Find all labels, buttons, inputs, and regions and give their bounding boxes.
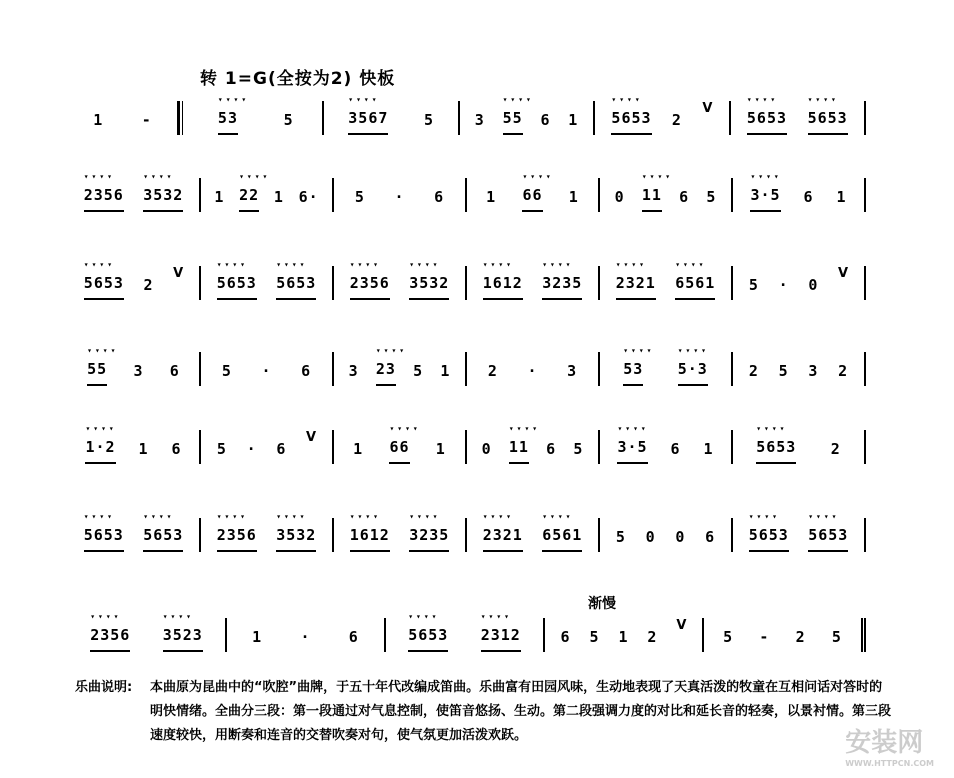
note: 5 [283, 111, 294, 129]
note: ▾▾▾▾ 66 [522, 186, 542, 212]
note: 1 [93, 111, 104, 129]
note: ▾▾▾▾ 5653 [749, 526, 789, 552]
measure [595, 101, 730, 135]
measure [68, 518, 201, 552]
measure [467, 352, 600, 386]
note: 0 [481, 440, 492, 458]
note: 6 [169, 362, 180, 380]
note: · [246, 440, 257, 458]
note: ▾▾▾▾ 5653 [143, 526, 183, 552]
note: 2 [830, 440, 841, 458]
note: ▾▾▾▾ 2312 [481, 626, 521, 652]
note: - [759, 628, 770, 646]
note: 6· [298, 188, 319, 206]
note: ▾▾▾▾ 3532 [276, 526, 316, 552]
note: 3 [474, 111, 485, 129]
score-line [68, 424, 866, 464]
note: ▾▾▾▾ 3235 [542, 274, 582, 300]
note: · [261, 362, 272, 380]
score-line [68, 512, 866, 552]
note: ▾▾▾▾ 3·5 [750, 186, 780, 212]
measure [334, 430, 467, 464]
note: ▾▾▾▾ 3532 [409, 274, 449, 300]
note: 2 [487, 362, 498, 380]
note: ▾▾▾▾ 5653 [408, 626, 448, 652]
measure [733, 266, 866, 300]
measure [460, 101, 595, 135]
note: 6 [546, 440, 557, 458]
note: 5 [424, 111, 435, 129]
note: 5 [778, 362, 789, 380]
note: ▾▾▾▾ 5653 [611, 109, 651, 135]
note: 5 [831, 628, 842, 646]
note: 6 [171, 440, 182, 458]
note: ▾▾▾▾ 6561 [542, 526, 582, 552]
score-line [68, 612, 866, 652]
key-tempo-marking: 转 1=G(全按为2) 快板 [200, 69, 396, 89]
note: 3 [808, 362, 819, 380]
note: ▾▾▾▾ 2356 [217, 526, 257, 552]
note: 1 [568, 111, 579, 129]
measure [733, 518, 866, 552]
note: 6 [670, 440, 681, 458]
note: 6 [803, 188, 814, 206]
note: ▾▾▾▾ 3235 [409, 526, 449, 552]
note: 2 [647, 628, 658, 646]
note: 3 [133, 362, 144, 380]
measure [600, 430, 733, 464]
note: ▾▾▾▾ 22 [239, 186, 259, 212]
note: ▾▾▾▾ 3·5 [617, 438, 647, 464]
measure [600, 352, 733, 386]
note: ▾▾▾▾ 3523 [163, 626, 203, 652]
measure [189, 101, 324, 135]
measure [386, 618, 545, 652]
measure [68, 618, 227, 652]
note: · [300, 628, 311, 646]
note: ▾▾▾▾ 1·2 [85, 438, 115, 464]
note: ▾▾▾▾ 3567 [348, 109, 388, 135]
note: 1 [568, 188, 579, 206]
note: 5 [413, 362, 424, 380]
note: 0 [808, 276, 819, 294]
note: 5 [589, 628, 600, 646]
note: ▾▾▾▾ 5653 [276, 274, 316, 300]
measure [68, 352, 201, 386]
note: 5 [216, 440, 227, 458]
measure [334, 352, 467, 386]
ritardando-mark: 渐慢 [588, 596, 616, 612]
note: 1 [703, 440, 714, 458]
description-text: 本曲原为昆曲中的“吹腔”曲牌，于五十年代改编成笛曲。乐曲富有田园风味，生动地表现了天真活泼的牧童在互相问话对答时的明快情绪。全曲分三段：第一段通过对气息控制，使笛音悠扬、生动。第二段强调力度的对比和延长音的轻奏，以景衬情。第三段速度较快，用断奏和连音的交替吹奏对句，使气氛更加活泼欢跃。 [150, 680, 892, 743]
breath-mark: V [306, 430, 317, 445]
note: · [394, 188, 405, 206]
note: 1 [486, 188, 497, 206]
note: 5 [354, 188, 365, 206]
note: 1 [618, 628, 629, 646]
measure [68, 430, 201, 464]
repeat-barline [179, 101, 189, 135]
note: ▾▾▾▾ 53 [623, 360, 643, 386]
note: 0 [675, 528, 686, 546]
note: · [527, 362, 538, 380]
note: 5 [615, 528, 626, 546]
note: 6 [679, 188, 690, 206]
note: ▾▾▾▾ 23 [376, 360, 396, 386]
breath-mark: V [838, 266, 849, 281]
note: ▾▾▾▾ 11 [642, 186, 662, 212]
note: ▾▾▾▾ 2356 [84, 186, 124, 212]
note: 1 [836, 188, 847, 206]
score-line [68, 95, 866, 135]
note: 2 [143, 276, 154, 294]
measure [201, 518, 334, 552]
piece-description [75, 676, 895, 748]
score-line [68, 260, 866, 300]
note: 6 [348, 628, 359, 646]
measure [704, 618, 866, 652]
measure [467, 266, 600, 300]
measure [68, 266, 201, 300]
note: ▾▾▾▾ 5653 [756, 438, 796, 464]
note: 6 [540, 111, 551, 129]
measure [324, 101, 459, 135]
measure [201, 266, 334, 300]
note: ▾▾▾▾ 5653 [84, 274, 124, 300]
note: 3 [567, 362, 578, 380]
note: 6 [560, 628, 571, 646]
measure [201, 178, 334, 212]
note: ▾▾▾▾ 11 [509, 438, 529, 464]
note: 1 [138, 440, 149, 458]
note: ▾▾▾▾ 53 [218, 109, 238, 135]
note: 6 [276, 440, 287, 458]
note: ▾▾▾▾ 5653 [808, 526, 848, 552]
note: · [778, 276, 789, 294]
note: ▾▾▾▾ 5653 [84, 526, 124, 552]
note: ▾▾▾▾ 55 [503, 109, 523, 135]
note: ▾▾▾▾ 2356 [90, 626, 130, 652]
note: ▾▾▾▾ 55 [87, 360, 107, 386]
note: 5 [723, 628, 734, 646]
breath-mark: V [676, 618, 687, 633]
measure [733, 178, 866, 212]
measure [334, 266, 467, 300]
note: ▾▾▾▾ 5653 [217, 274, 257, 300]
measure [545, 618, 704, 652]
note: ▾▾▾▾ 5653 [747, 109, 787, 135]
measure [733, 430, 866, 464]
note: 5 [748, 276, 759, 294]
note: ▾▾▾▾ 2321 [483, 526, 523, 552]
breath-mark: V [173, 266, 184, 281]
note: - [141, 111, 152, 129]
note: 0 [614, 188, 625, 206]
note: 2 [838, 362, 849, 380]
measure [467, 518, 600, 552]
measure [731, 101, 866, 135]
measure [600, 178, 733, 212]
note: 2 [795, 628, 806, 646]
note: 5 [573, 440, 584, 458]
note: ▾▾▾▾ 6561 [675, 274, 715, 300]
description-label: 乐曲说明: [75, 680, 133, 695]
watermark-logo: 安装网 WWW.HTTPCN.COM [845, 728, 934, 768]
note: 6 [705, 528, 716, 546]
measure [600, 518, 733, 552]
note: ▾▾▾▾ 2356 [350, 274, 390, 300]
note: 2 [748, 362, 759, 380]
score-line [68, 346, 866, 386]
breath-mark: V [702, 101, 713, 116]
note: ▾▾▾▾ 2321 [616, 274, 656, 300]
note: ▾▾▾▾ 5653 [808, 109, 848, 135]
measure [600, 266, 733, 300]
note: 1 [273, 188, 284, 206]
measure [68, 101, 179, 135]
measure [467, 430, 600, 464]
score-line [68, 172, 866, 212]
note: 1 [252, 628, 263, 646]
note: ▾▾▾▾ 1612 [350, 526, 390, 552]
note: ▾▾▾▾ 1612 [483, 274, 523, 300]
measure [334, 178, 467, 212]
measure [201, 430, 334, 464]
note: 5 [706, 188, 717, 206]
measure [467, 178, 600, 212]
note: 1 [440, 362, 451, 380]
note: ▾▾▾▾ 3532 [143, 186, 183, 212]
note: 1 [353, 440, 364, 458]
note: 1 [435, 440, 446, 458]
measure [733, 352, 866, 386]
note: 6 [434, 188, 445, 206]
note: 0 [645, 528, 656, 546]
measure [201, 352, 334, 386]
note: ▾▾▾▾ 66 [389, 438, 409, 464]
note: 5 [221, 362, 232, 380]
note: 1 [214, 188, 225, 206]
measure [68, 178, 201, 212]
note: 2 [671, 111, 682, 129]
note: 3 [348, 362, 359, 380]
note: 6 [301, 362, 312, 380]
note: ▾▾▾▾ 5·3 [678, 360, 708, 386]
measure [334, 518, 467, 552]
measure [227, 618, 386, 652]
